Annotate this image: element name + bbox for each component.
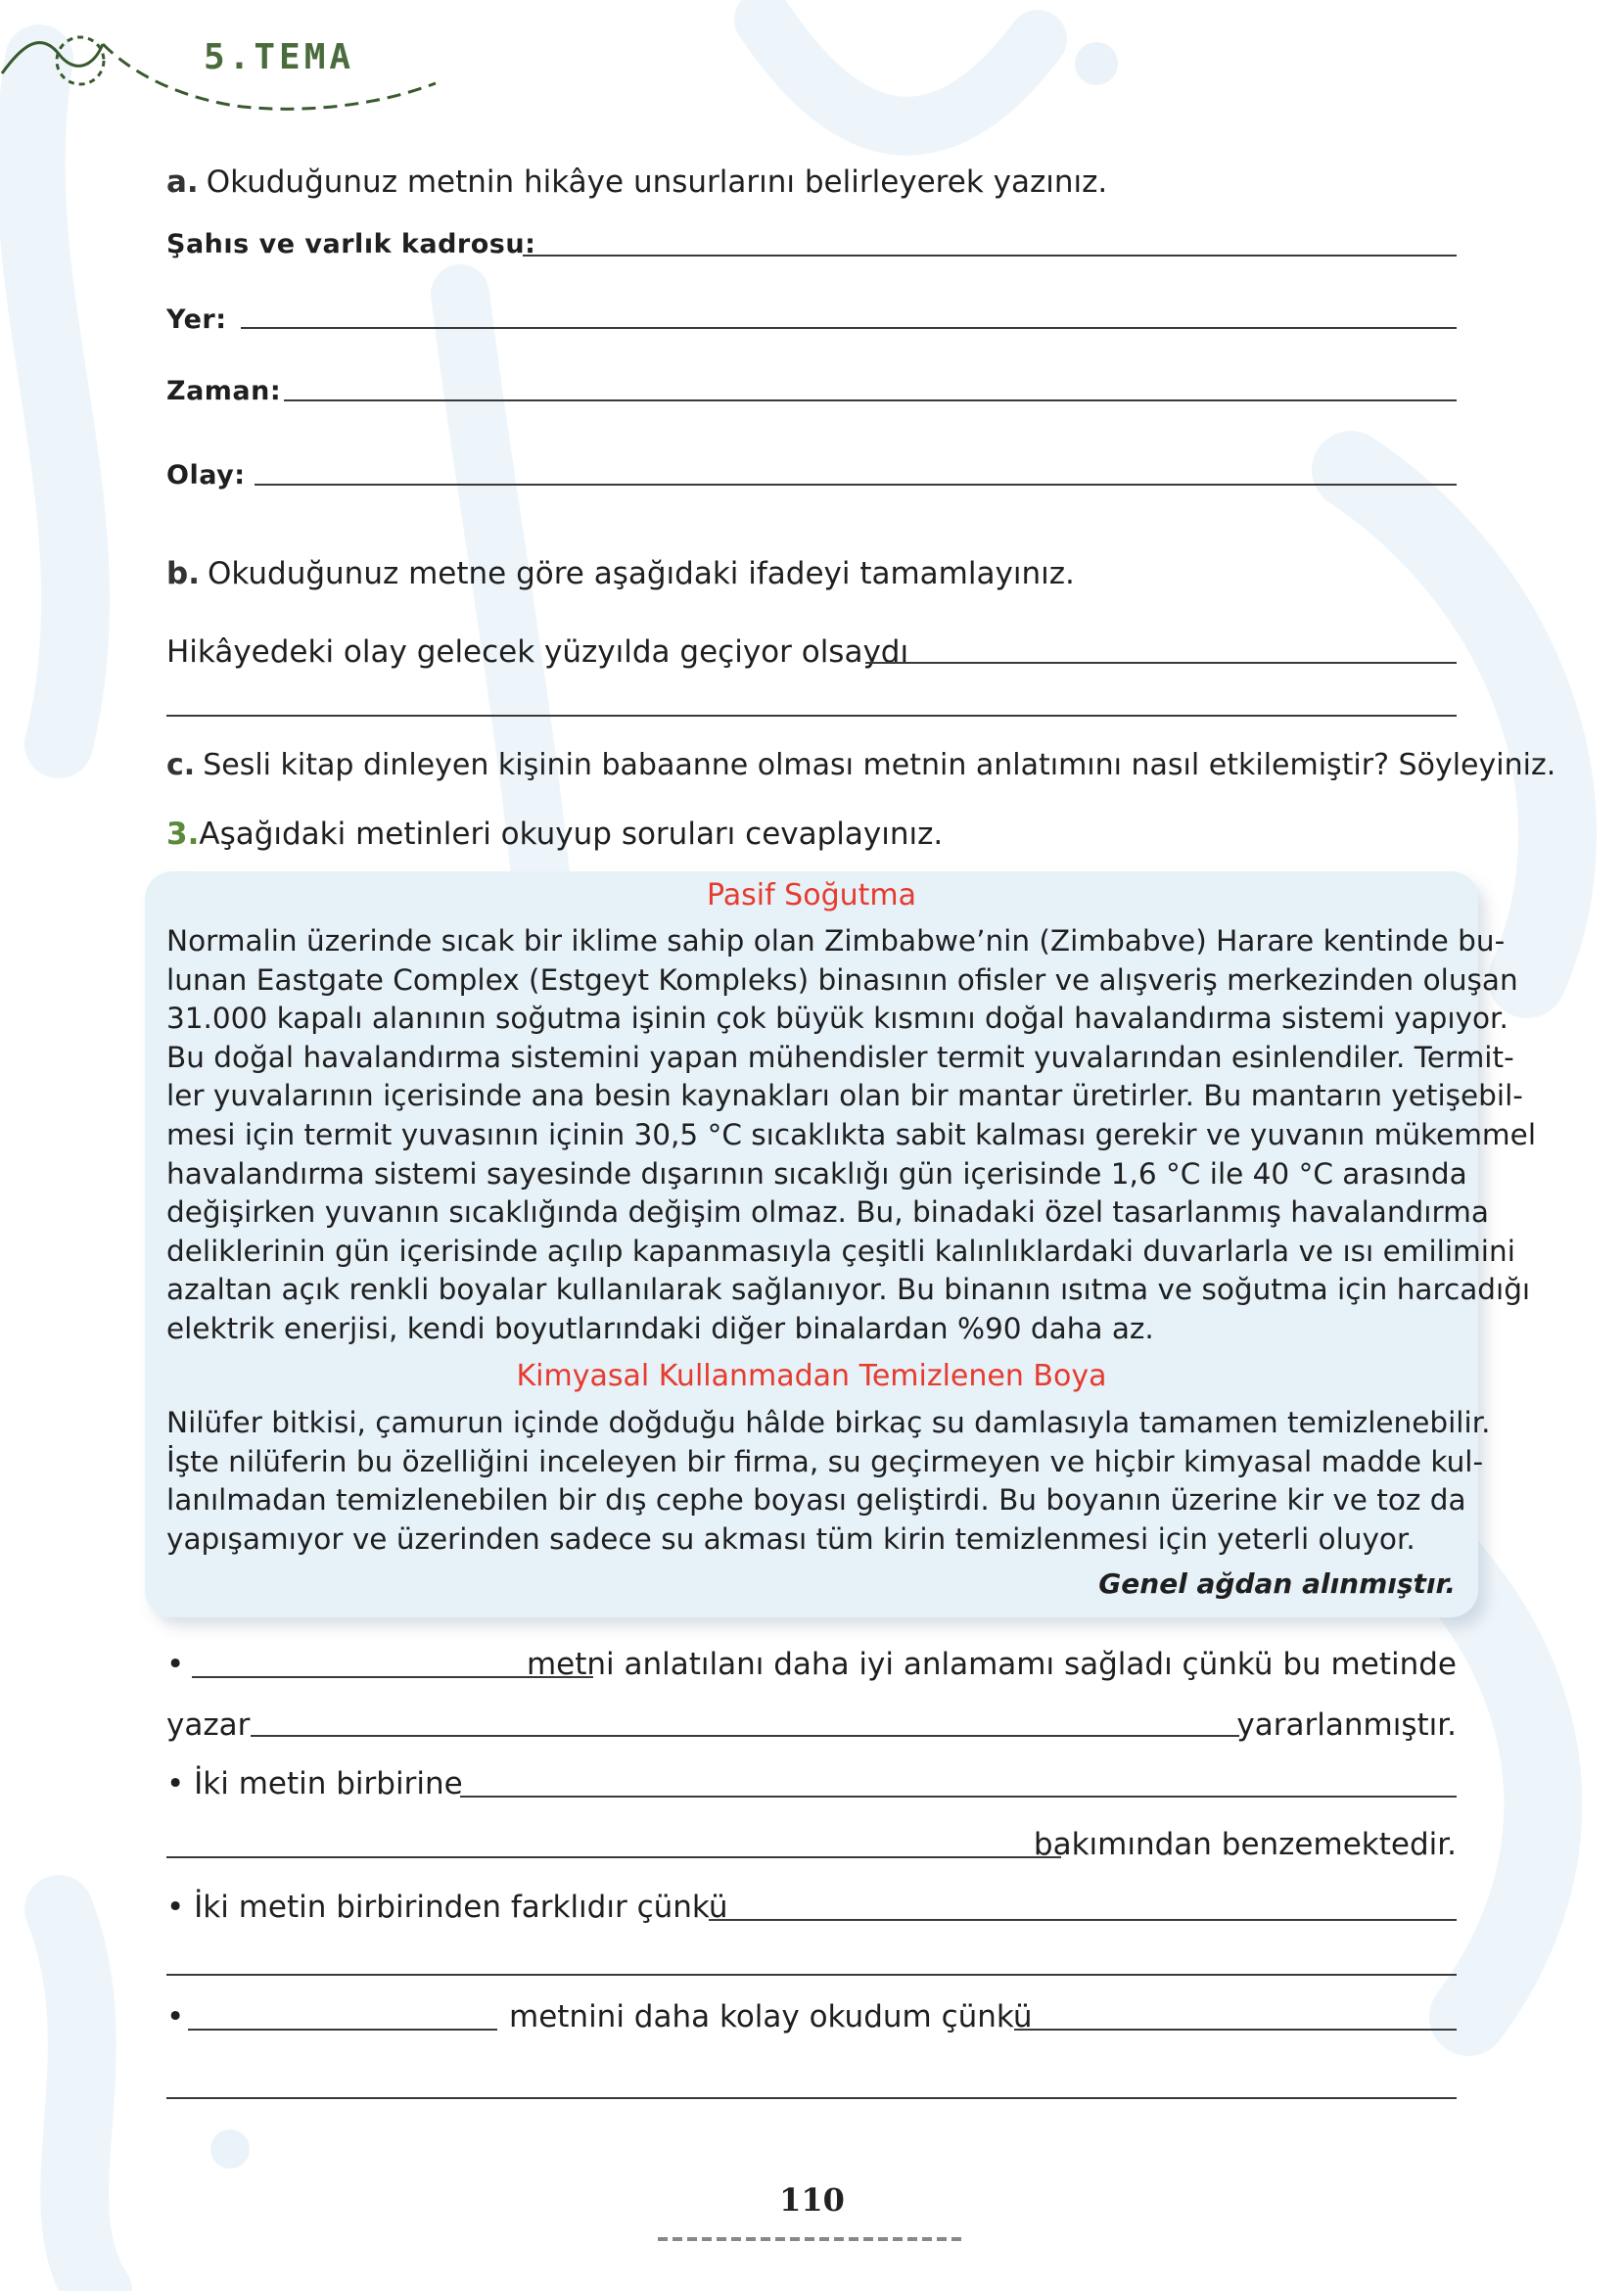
item3-start bbox=[166, 1888, 728, 1927]
question-a-text: Okuduğunuz metnin hikâye unsurlarını belirleyerek yazınız. bbox=[206, 164, 1108, 200]
item1-end: yararlanmıştır. bbox=[1236, 1707, 1457, 1743]
question-3-text: Aşağıdaki metinleri okuyup soruları cevaplayınız. bbox=[199, 817, 944, 852]
field-event-line[interactable] bbox=[255, 484, 1457, 486]
text1-line: lunan Eastgate Complex (Estgeyt Kompleks) binasının ofisler ve alışveriş merkezinden oluşan bbox=[166, 962, 1518, 997]
text1-line: 31.000 kapalı alanının soğutma işinin çok büyük kısmını doğal havalandırma sistemi yapıyor. bbox=[166, 1002, 1508, 1036]
item1-blank-2[interactable] bbox=[251, 1735, 1239, 1737]
page-number: 110 bbox=[779, 2181, 845, 2219]
question-c-text: Sesli kitap dinleyen kişinin babaanne olması metnin anlatımını nasıl etkilemiştir? Söyleyiniz. bbox=[203, 748, 1556, 782]
item1-yazar: yazar bbox=[166, 1707, 251, 1743]
text2-paragraph bbox=[166, 1404, 1491, 1559]
item2-blank-1[interactable] bbox=[460, 1796, 1457, 1798]
item2-blank-2[interactable] bbox=[166, 1856, 1061, 1858]
item4-blank-1[interactable] bbox=[188, 2029, 497, 2031]
question-a-letter: a. bbox=[166, 164, 199, 200]
question-b-text: Okuduğunuz metne göre aşağıdaki ifadeyi tamamlayınız. bbox=[207, 556, 1075, 591]
item2-start bbox=[166, 1764, 463, 1803]
bullet-2: • bbox=[166, 1766, 185, 1801]
item2-end: bakımından benzemektedir. bbox=[1033, 1827, 1457, 1862]
text1-title: Pasif Soğutma bbox=[706, 878, 916, 912]
question-a bbox=[166, 163, 1107, 202]
text1-line: değişirken yuvanın sıcaklığında değişim olmaz. Bu, binadaki özel tasarlanmış havalandırma bbox=[166, 1195, 1489, 1230]
item4-blank-2[interactable] bbox=[1014, 2029, 1457, 2031]
question-b-prompt: Hikâyedeki olay gelecek yüzyılda geçiyor olsaydı bbox=[166, 634, 909, 670]
field-cast-label: Şahıs ve varlık kadrosu: bbox=[166, 229, 536, 259]
item2-start-text: İki metin birbirine bbox=[194, 1766, 463, 1801]
field-place-label: Yer: bbox=[166, 304, 227, 335]
question-b-line-2[interactable] bbox=[166, 715, 1457, 717]
field-event-label: Olay: bbox=[166, 460, 246, 491]
item4-blank-3[interactable] bbox=[166, 2097, 1457, 2099]
question-b-line-1[interactable] bbox=[865, 662, 1457, 664]
text1-line: mesi için termit yuvasının içinin 30,5 °C sıcaklıkta sabit kalması gerekir ve yuvanın mükemmel bbox=[166, 1117, 1537, 1151]
item3-blank-1[interactable] bbox=[709, 1919, 1457, 1921]
text1-line: Bu doğal havalandırma sistemini yapan mühendisler termit yuvalarından esinlendiler. Termit- bbox=[166, 1040, 1514, 1074]
text1-line: azaltan açık renkli boyalar kullanılarak sağlanıyor. Bu binanın ısıtma ve soğutma için harcadığı bbox=[166, 1273, 1531, 1307]
field-place-line[interactable] bbox=[241, 327, 1457, 329]
text1-paragraph bbox=[166, 922, 1537, 1349]
text1-line: elektrik enerjisi, kendi boyutlarındaki diğer binalardan %90 daha az. bbox=[166, 1311, 1154, 1345]
question-b bbox=[166, 554, 1075, 593]
text2-line: yapışamıyor ve üzerinden sadece su akması tüm kirin temizlenmesi için yeterli oluyor. bbox=[166, 1521, 1415, 1556]
text1-line: havalandırma sistemi sayesinde dışarının sıcaklığı gün içerisinde 1,6 °C ile 40 °C arasında bbox=[166, 1156, 1467, 1191]
text2-title: Kimyasal Kullanmadan Temizlenen Boya bbox=[516, 1359, 1107, 1393]
question-b-letter: b. bbox=[166, 556, 200, 591]
text2-line: İşte nilüferin bu özelliğini inceleyen bir firma, su geçirmeyen ve hiçbir kimyasal madde kul- bbox=[166, 1444, 1484, 1478]
field-time-line[interactable] bbox=[284, 399, 1457, 401]
question-c bbox=[166, 746, 1555, 785]
question-3-number: 3. bbox=[166, 817, 200, 852]
item1-text: metni anlatılanı daha iyi anlamamı sağladı çünkü bu metinde bbox=[526, 1647, 1457, 1682]
source-note: Genel ağdan alınmıştır. bbox=[1098, 1567, 1456, 1600]
bullet-3: • bbox=[166, 1890, 185, 1925]
bullet-4: • bbox=[166, 1999, 185, 2034]
text2-line: Nilüfer bitkisi, çamurun içinde doğduğu hâlde birkaç su damlasıyla tamamen temizlenebilir. bbox=[166, 1406, 1491, 1439]
item4-text: metnini daha kolay okudum çünkü bbox=[509, 1999, 1033, 2034]
field-cast-line[interactable] bbox=[523, 255, 1457, 257]
item3-blank-2[interactable] bbox=[166, 1974, 1457, 1976]
bullet-1: • bbox=[166, 1647, 185, 1682]
question-3 bbox=[166, 815, 943, 854]
item3-start-text: İki metin birbirinden farklıdır çünkü bbox=[194, 1890, 728, 1925]
text1-line: deliklerinin gün içerisinde açılıp kapanmasıyla çeşitli kalınlıklardaki duvarlarla ve ısı emilimini bbox=[166, 1234, 1515, 1268]
field-time-label: Zaman: bbox=[166, 376, 282, 406]
text2-line: lanılmadan temizlenebilen bir dış cephe boyası geliştirdi. Bu boyanın üzerine kir ve toz da bbox=[166, 1483, 1466, 1518]
text1-line: ler yuvalarının içerisinde ana besin kaynakları olan bir mantar üretirler. Bu mantarın yetişebil- bbox=[166, 1079, 1523, 1113]
text1-line: Normalin üzerinde sıcak bir iklime sahip olan Zimbabwe’nin (Zimbabve) Harare kentinde bu- bbox=[166, 924, 1506, 958]
question-c-letter: c. bbox=[166, 748, 196, 782]
theme-title: 5.TEMA bbox=[204, 37, 355, 77]
